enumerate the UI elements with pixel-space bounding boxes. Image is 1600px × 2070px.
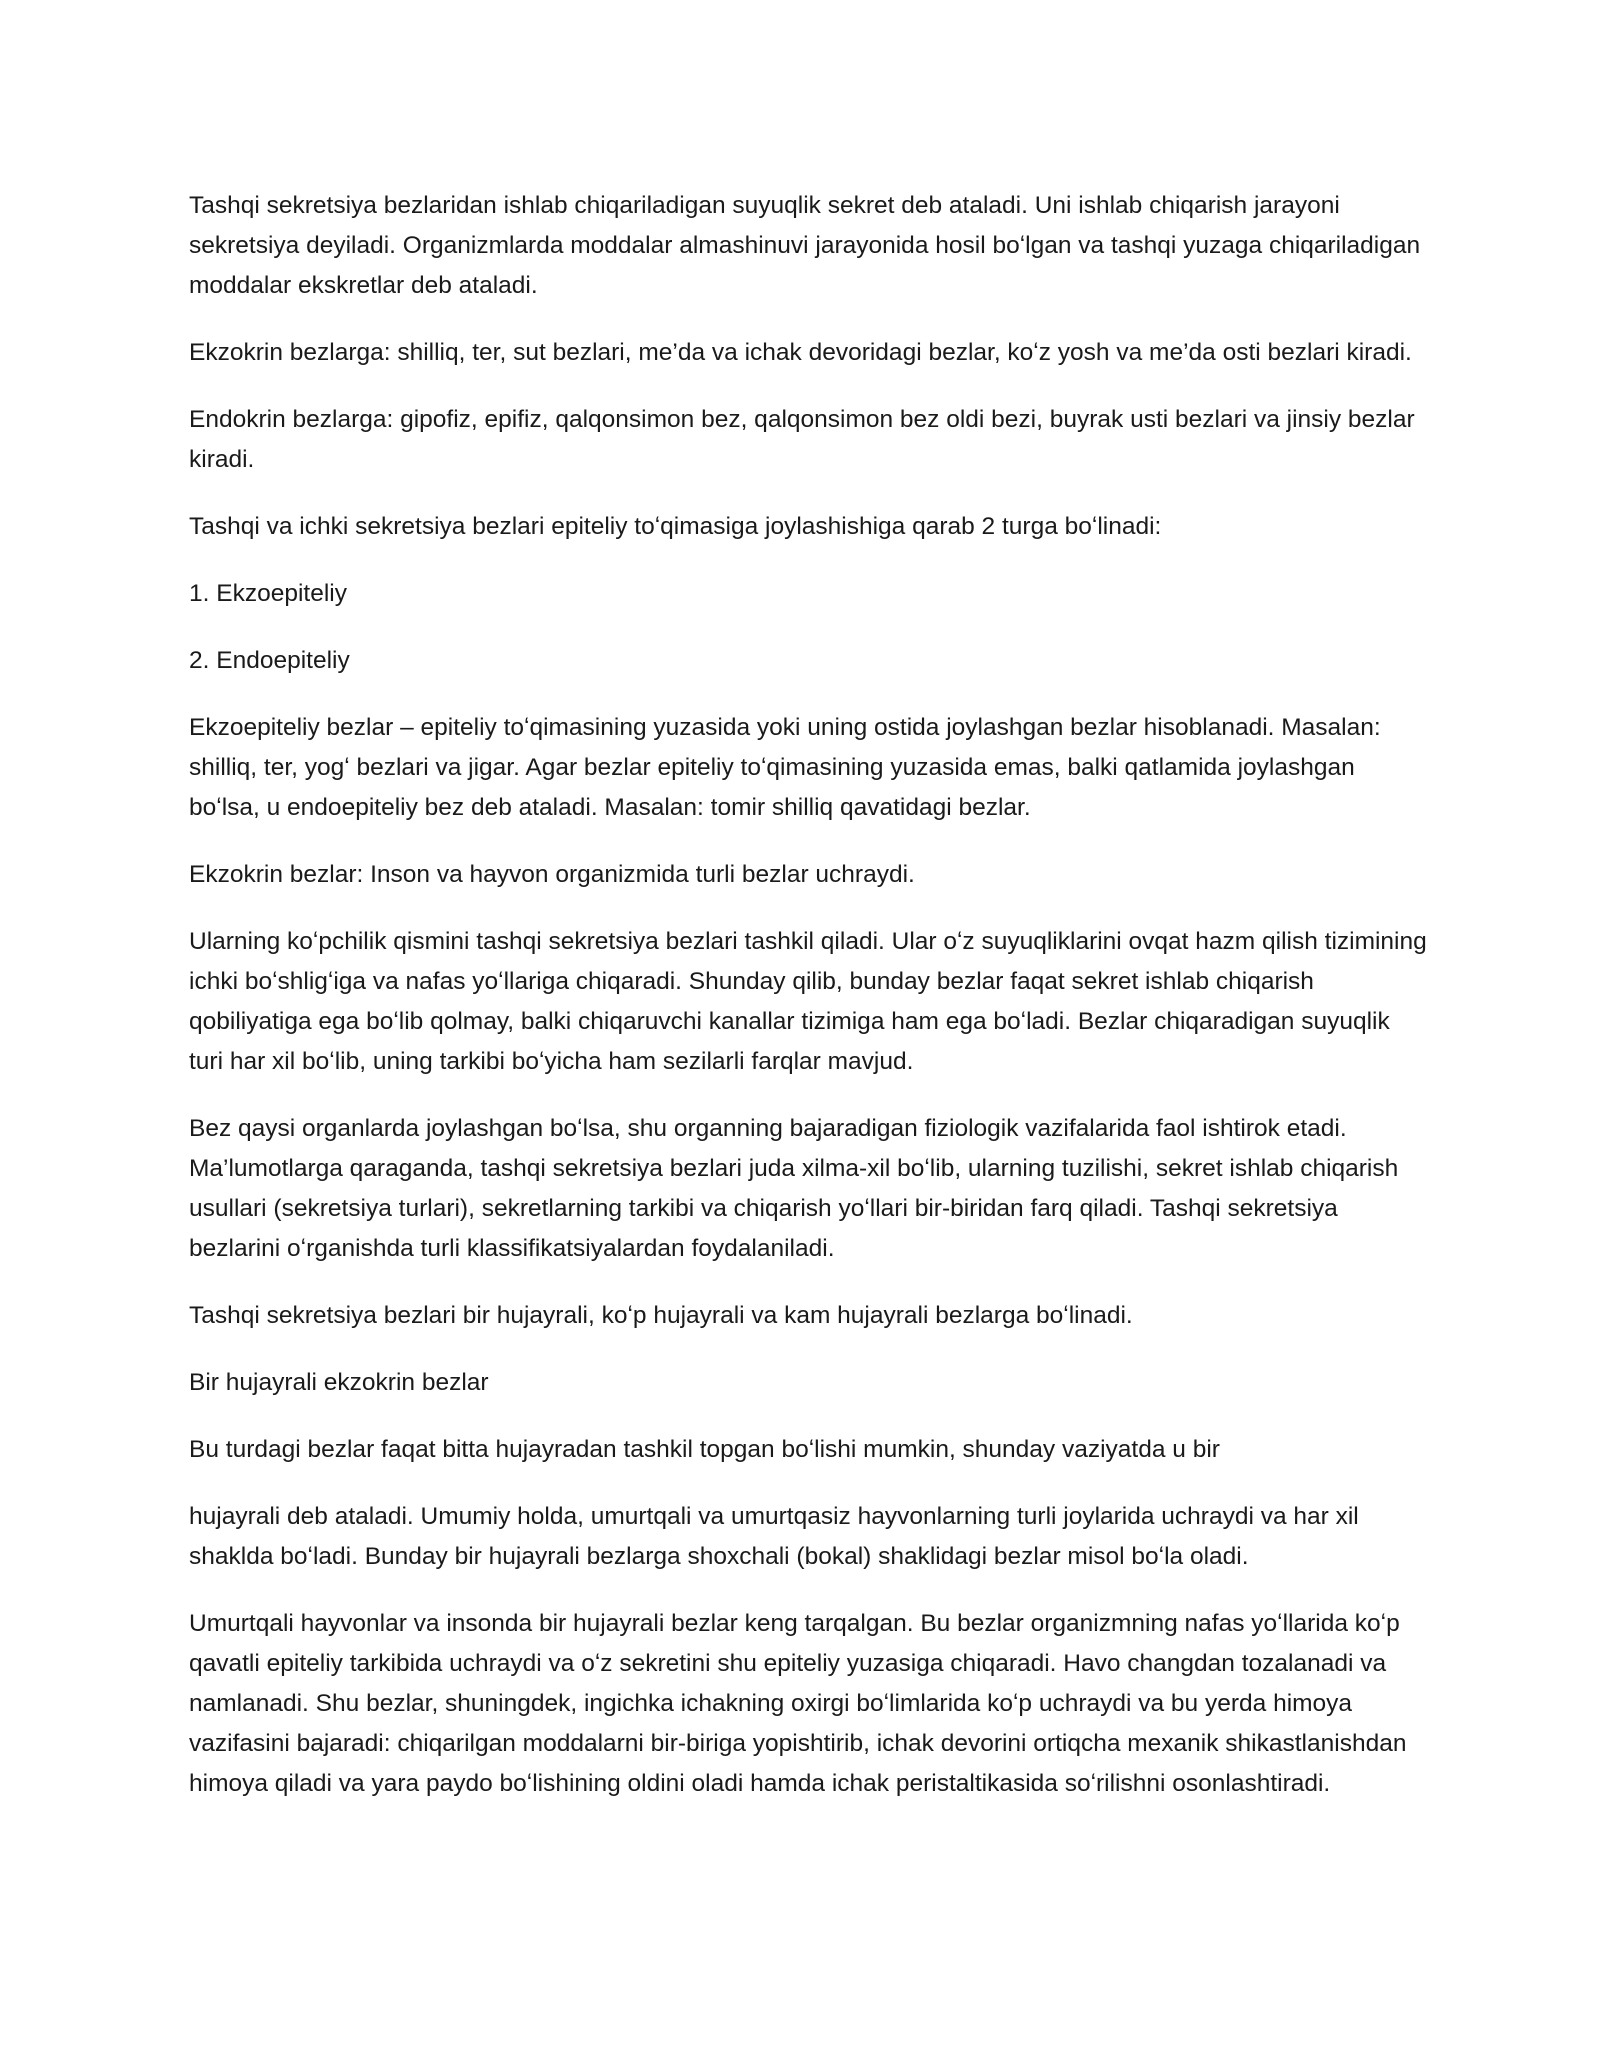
document-body — [189, 186, 1429, 1831]
section-heading: Bir hujayrali ekzokrin bezlar — [189, 1369, 489, 1396]
paragraph: Ekzokrin bezlar: Inson va hayvon organizmida turli bezlar uchraydi. — [189, 861, 915, 888]
paragraph: Tashqi sekretsiya bezlari bir hujayrali, koʻp hujayrali va kam hujayrali bezlarga boʻlinadi. — [189, 1302, 1133, 1329]
list-item: 1. Ekzoepiteliy — [189, 580, 347, 607]
paragraph: Ekzokrin bezlarga: shilliq, ter, sut bezlari, me’da va ichak devoridagi bezlar, koʻz yosh va me’da osti bezlari kiradi. — [189, 339, 1412, 366]
paragraph: Tashqi sekretsiya bezlaridan ishlab chiqariladigan suyuqlik sekret deb ataladi. Uni ishlab chiqarish jarayoni sekretsiya deyiladi. Organizmlarda moddalar almashinuvi jarayonida hosil boʻlgan va tashqi yuzaga chiqariladigan moddalar ekskretlar deb ataladi. — [189, 192, 1421, 299]
paragraph: Ularning koʻpchilik qismini tashqi sekretsiya bezlari tashkil qiladi. Ular oʻz suyuqliklarini ovqat hazm qilish tizimining ichki boʻshligʻiga va nafas yoʻllariga chiqaradi. Shunday qilib, bunday bezlar faqat sekret ishlab chiqarish qobiliyatiga ega boʻlib qolmay, balki chiqaruvchi kanallar tizimiga ham ega boʻladi. Bezlar chiqaradigan suyuqlik turi har xil boʻlib, uning tarkibi boʻyicha ham sezilarli farqlar mavjud. — [189, 928, 1427, 1075]
paragraph: hujayrali deb ataladi. Umumiy holda, umurtqali va umurtqasiz hayvonlarning turli joylarida uchraydi va har xil shaklda boʻladi. Bunday bir hujayrali bezlarga shoxchali (bokal) shaklidagi bezlar misol boʻla oladi. — [189, 1503, 1359, 1570]
paragraph: Umurtqali hayvonlar va insonda bir hujayrali bezlar keng tarqalgan. Bu bezlar organizmning nafas yoʻllarida koʻp qavatli epiteliy tarkibida uchraydi va oʻz sekretini shu epiteliy yuzasiga chiqaradi. Havo changdan tozalanadi va namlanadi. Shu bezlar, shuningdek, ingichka ichakning oxirgi boʻlimlarida koʻp uchraydi va bu yerda himoya vazifasini bajaradi: chiqarilgan moddalarni bir-biriga yopishtirib, ichak devorini ortiqcha mexanik shikastlanishdan himoya qiladi va yara paydo boʻlishining oldini oladi hamda ichak peristaltikasida soʻrilishni osonlashtiradi. — [189, 1610, 1407, 1797]
list-item: 2. Endoepiteliy — [189, 647, 350, 674]
paragraph: Bu turdagi bezlar faqat bitta hujayradan tashkil topgan boʻlishi mumkin, shunday vaziyatda u bir — [189, 1436, 1220, 1463]
paragraph: Tashqi va ichki sekretsiya bezlari epiteliy toʻqimasiga joylashishiga qarab 2 turga boʻlinadi: — [189, 513, 1162, 540]
paragraph: Ekzoepiteliy bezlar – epiteliy toʻqimasining yuzasida yoki uning ostida joylashgan bezlar hisoblanadi. Masalan: shilliq, ter, yogʻ bezlari va jigar. Agar bezlar epiteliy toʻqimasining yuzasida emas, balki qatlamida joylashgan boʻlsa, u endoepiteliy bez deb ataladi. Masalan: tomir shilliq qavatidagi bezlar. — [189, 714, 1381, 821]
paragraph: Endokrin bezlarga: gipofiz, epifiz, qalqonsimon bez, qalqonsimon bez oldi bezi, buyrak usti bezlari va jinsiy bezlar kiradi. — [189, 406, 1415, 473]
paragraph: Bez qaysi organlarda joylashgan boʻlsa, shu organning bajaradigan fiziologik vazifalarida faol ishtirok etadi. Ma’lumotlarga qaraganda, tashqi sekretsiya bezlari juda xilma-xil boʻlib, ularning tuzilishi, sekret ishlab chiqarish usullari (sekretsiya turlari), sekretlarning tarkibi va chiqarish yoʻllari bir-biridan farq qiladi. Tashqi sekretsiya bezlarini oʻrganishda turli klassifikatsiyalardan foydalaniladi. — [189, 1115, 1399, 1262]
